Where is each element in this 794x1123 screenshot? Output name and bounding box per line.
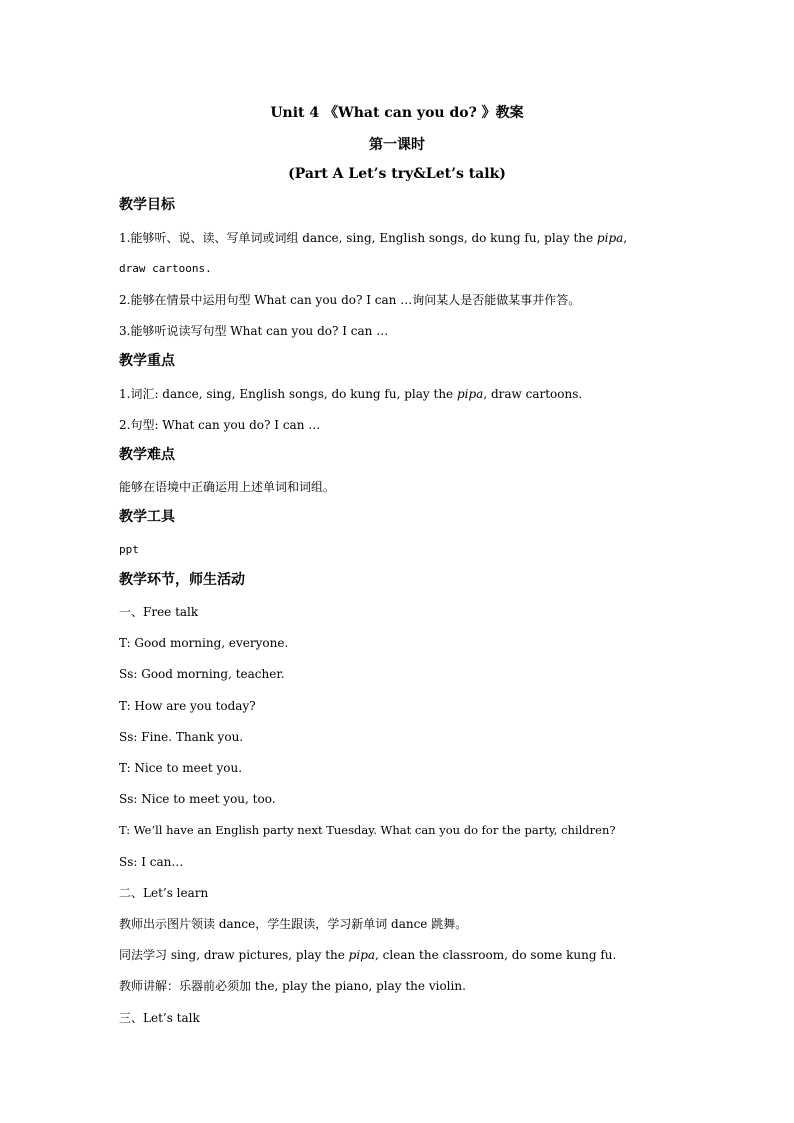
key-item-2: 2.句型: What can you do? I can …: [119, 418, 321, 432]
dialogue-line-2: Ss: Good morning, teacher.: [119, 667, 285, 681]
key-item-1-end: , draw cartoons.: [483, 387, 583, 401]
lets-learn-heading: 二、Let’s learn: [119, 886, 209, 900]
dialogue-line-8: Ss: I can…: [119, 855, 184, 869]
learn-line-2-end: , clean the classroom, do some kung fu.: [375, 948, 617, 962]
goals-item-1-end: ,: [623, 231, 628, 245]
steps-heading: 教学环节，师生活动: [119, 572, 245, 588]
key-item-1: [119, 386, 679, 402]
dialogue-line-7: T: We’ll have an English party next Tuesday. What can you do for the party, children?: [119, 823, 616, 837]
goals-item-1-pipa: pipa: [596, 231, 624, 245]
learn-line-3: 教师讲解：乐器前必须加 the, play the piano, play the violin.: [119, 979, 466, 993]
doc-title: Unit 4 《What can you do? 》教案: [270, 105, 524, 121]
goals-item-1: [119, 230, 679, 246]
difficult-text: 能够在语境中正确运用上述单词和词组。: [119, 480, 336, 494]
difficult-heading: 教学难点: [119, 447, 175, 463]
learn-line-1: 教师出示图片领读 dance，学生跟读，学习新单词 dance 跳舞。: [119, 917, 468, 931]
lets-talk-heading: 三、Let’s talk: [119, 1011, 200, 1025]
lesson-subtitle: 第一课时: [369, 137, 425, 153]
dialogue-line-5: T: Nice to meet you.: [119, 761, 243, 775]
part-subtitle: (Part A Let’s try&Let’s talk): [288, 166, 506, 182]
free-talk-heading: 一、Free talk: [119, 605, 199, 619]
key-item-1-pipa: pipa: [456, 387, 484, 401]
goals-item-1-text: 1.能够听、说、读、写单词或词组 dance, sing, English songs, do kung fu, play the: [119, 231, 597, 245]
dialogue-line-3: T: How are you today?: [119, 699, 256, 713]
tools-text: ppt: [119, 543, 139, 556]
goals-item-1-cont: draw cartoons.: [119, 262, 212, 275]
dialogue-line-1: T: Good morning, everyone.: [119, 636, 289, 650]
dialogue-line-6: Ss: Nice to meet you, too.: [119, 792, 276, 806]
goals-heading: 教学目标: [119, 197, 175, 213]
dialogue-line-4: Ss: Fine. Thank you.: [119, 730, 244, 744]
goals-item-3: 3.能够听说读写句型 What can you do? I can …: [119, 324, 389, 338]
learn-line-2-pipa: pipa: [348, 948, 376, 962]
goals-item-2: 2.能够在情景中运用句型 What can you do? I can …询问某人是否能做某事并作答。: [119, 293, 581, 307]
learn-line-2: [119, 947, 679, 963]
key-item-1-text: 1.词汇: dance, sing, English songs, do kung fu, play the: [119, 387, 457, 401]
key-heading: 教学重点: [119, 353, 175, 369]
tools-heading: 教学工具: [119, 509, 175, 525]
learn-line-2-text: 同法学习 sing, draw pictures, play the: [119, 948, 349, 962]
